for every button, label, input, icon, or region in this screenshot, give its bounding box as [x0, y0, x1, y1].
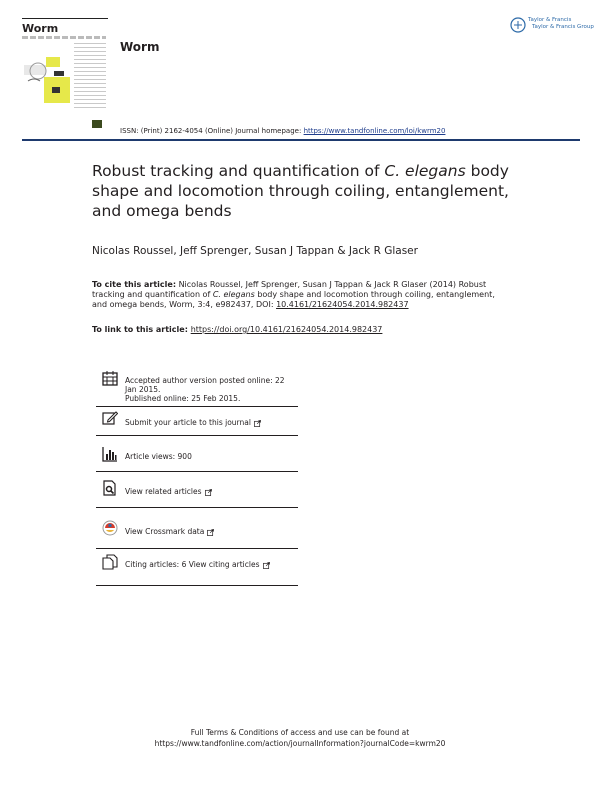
article-views: Article views: 900	[125, 452, 192, 461]
journal-icon	[92, 120, 102, 128]
link-label: To link to this article:	[92, 325, 191, 334]
submit-label: Submit your article to this journal	[125, 418, 251, 427]
crossmark-link[interactable]	[125, 527, 214, 536]
terms-footer	[0, 727, 600, 749]
publisher-name: Taylor & Francis	[528, 17, 572, 23]
article-title	[92, 161, 532, 221]
published-line: Published online: 25 Feb 2015.	[125, 394, 241, 403]
info-row-related[interactable]	[96, 472, 298, 508]
publisher-logo-text	[528, 17, 594, 31]
external-link-icon	[263, 562, 270, 569]
title-text-2: body shape and locomotion through coiling, entanglement, and omega bends	[92, 162, 509, 220]
citing-label: Citing articles: 6 View citing articles	[125, 560, 260, 569]
calendar-icon	[102, 370, 118, 386]
external-link-icon	[207, 529, 214, 536]
header-rule	[22, 139, 580, 141]
cite-label: To cite this article:	[92, 280, 177, 289]
title-species: C. elegans	[384, 162, 466, 180]
article-authors: Nicolas Roussel, Jeff Sprenger, Susan J Tappan & Jack R Glaser	[92, 245, 418, 257]
journal-name: Worm	[120, 40, 160, 54]
cover-subtitle-lines	[22, 36, 106, 39]
publisher-group: Taylor & Francis Group	[532, 24, 594, 30]
cover-title: Worm	[22, 22, 59, 35]
issn-text: ISSN: (Print) 2162-4054 (Online) Journal homepage:	[120, 127, 304, 135]
article-info-list	[96, 368, 298, 586]
citing-documents-icon	[102, 554, 118, 570]
related-label: View related articles	[125, 487, 202, 496]
date-text	[125, 376, 285, 403]
article-url-link[interactable]: https://doi.org/10.4161/21624054.2014.982437	[190, 325, 383, 334]
citing-articles-link[interactable]	[125, 560, 270, 569]
info-row-citing[interactable]	[96, 549, 298, 586]
issn-line	[120, 127, 445, 135]
submit-article-link[interactable]	[125, 418, 261, 427]
cover-text-column	[74, 43, 106, 109]
edit-icon	[102, 410, 118, 426]
crossmark-label: View Crossmark data	[125, 527, 205, 536]
journal-homepage-link[interactable]: https://www.tandfonline.com/loi/kwrm20	[303, 127, 446, 135]
doi-link[interactable]: 10.4161/21624054.2014.982437	[276, 300, 409, 309]
external-link-icon	[205, 489, 212, 496]
info-row-crossmark[interactable]	[96, 508, 298, 549]
cite-text-1: Nicolas Roussel, Jeff Sprenger, Susan J Tappan & Jack R Glaser (2014) Robust tracking and quantification of	[92, 280, 487, 299]
info-row-submit[interactable]	[96, 407, 298, 436]
cite-text-2: body shape and locomotion through coiling, entanglement, and omega bends, Worm, 3:4, e982437, DOI:	[92, 290, 495, 309]
accepted-line-2: Jan 2015.	[125, 385, 161, 394]
document-search-icon	[102, 480, 118, 496]
title-text-1: Robust tracking and quantification of	[92, 162, 385, 180]
crossmark-icon	[102, 520, 118, 536]
link-to-article	[92, 325, 382, 334]
cite-species: C. elegans	[212, 290, 255, 299]
journal-cover-thumbnail	[22, 18, 108, 119]
cover-art	[24, 47, 72, 107]
info-row-dates	[96, 368, 298, 407]
terms-text: Full Terms & Conditions of access and use can be found at	[190, 728, 410, 737]
info-row-views	[96, 436, 298, 472]
terms-url[interactable]: https://www.tandfonline.com/action/journalInformation?journalCode=kwrm20	[154, 739, 446, 748]
bar-chart-icon	[102, 446, 118, 462]
related-articles-link[interactable]	[125, 487, 212, 496]
citation-block	[92, 280, 512, 310]
accepted-line: Accepted author version posted online: 22	[125, 376, 285, 385]
external-link-icon	[254, 420, 261, 427]
